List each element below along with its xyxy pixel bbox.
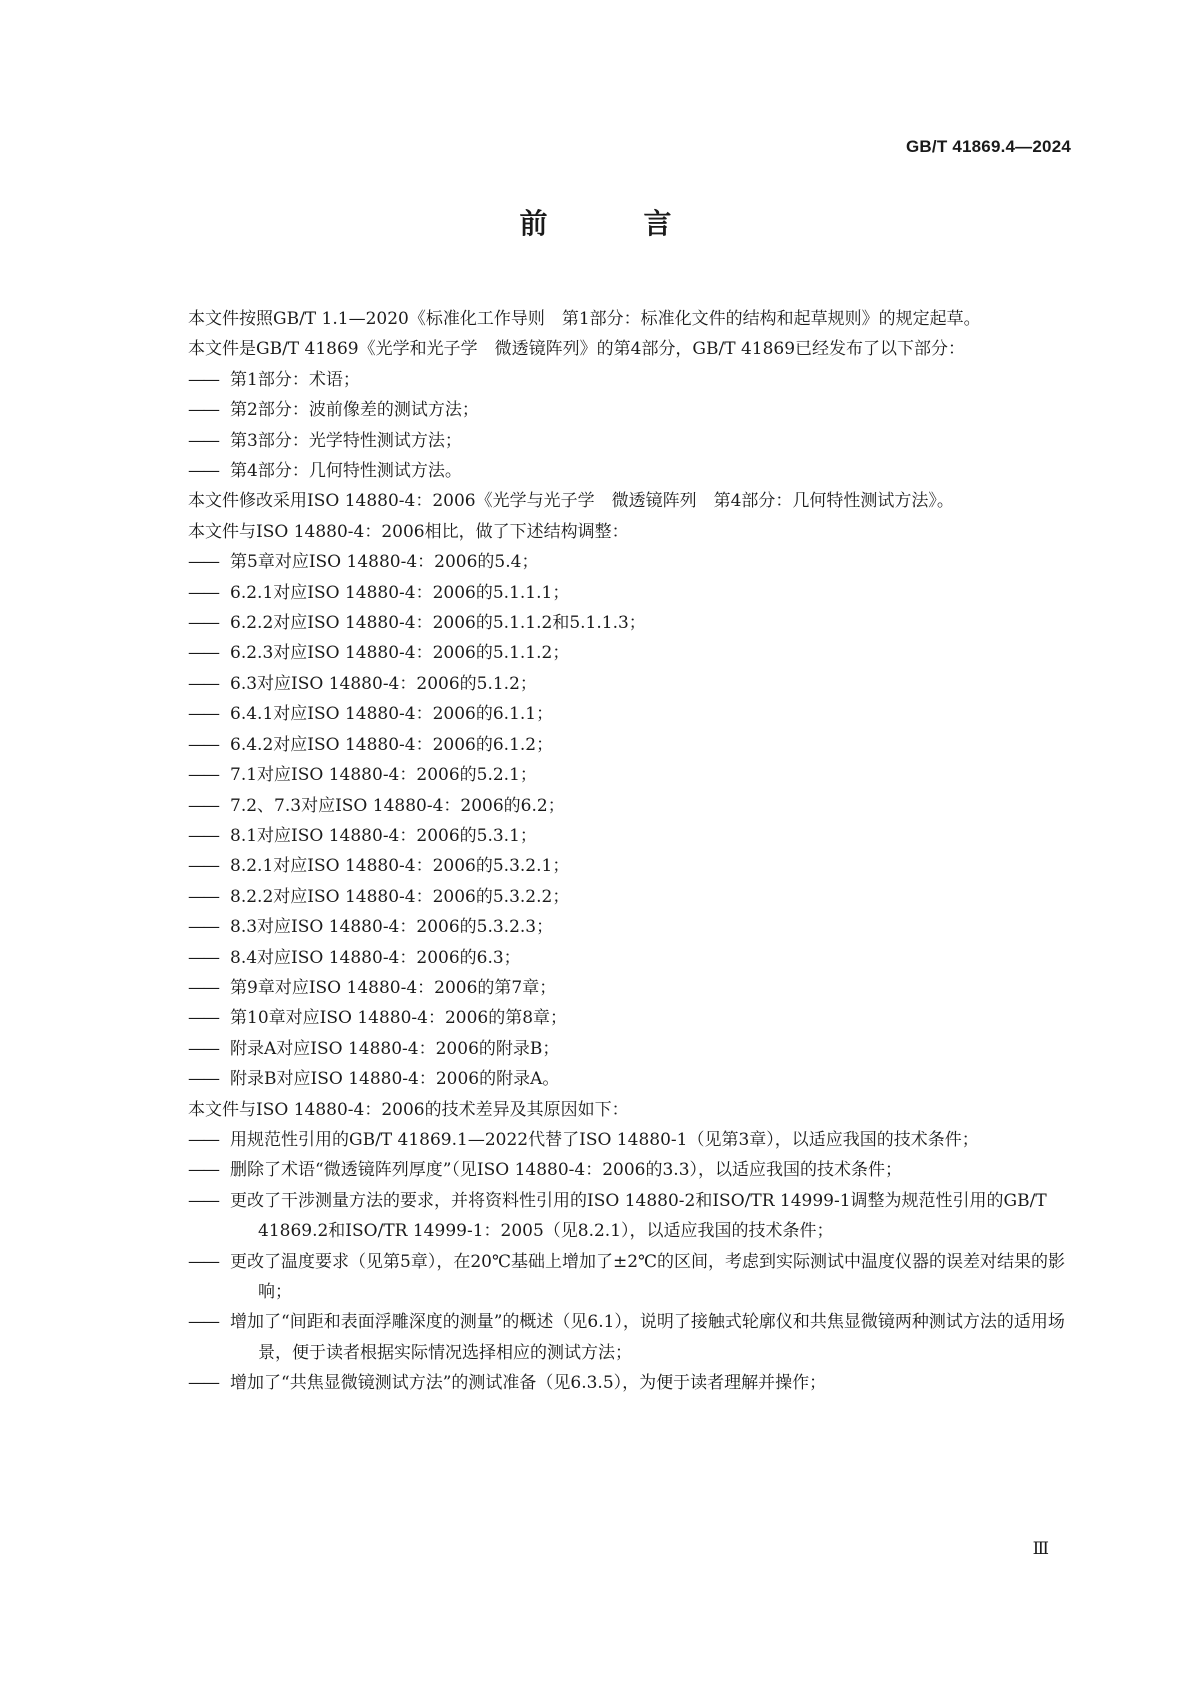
list-item-structure bbox=[188, 1034, 1070, 1064]
dash-marker: —— bbox=[188, 400, 218, 421]
list-item-structure bbox=[188, 1064, 1070, 1094]
list-item-text: 第5章对应ISO 14880-4：2006的5.4； bbox=[230, 552, 539, 573]
dash-marker: —— bbox=[188, 369, 218, 390]
dash-marker: —— bbox=[188, 1190, 218, 1211]
list-item-difference bbox=[188, 1368, 1070, 1398]
dash-marker: —— bbox=[188, 461, 218, 482]
list-item-part bbox=[188, 395, 1070, 425]
list-item-text: 7.1对应ISO 14880-4：2006的5.2.1； bbox=[230, 765, 537, 786]
dash-marker: —— bbox=[188, 825, 218, 846]
list-item-text: 7.2、7.3对应ISO 14880-4：2006的6.2； bbox=[230, 795, 565, 816]
dash-marker: —— bbox=[188, 765, 218, 786]
page-number: Ⅲ bbox=[1032, 1539, 1049, 1559]
dash-marker: —— bbox=[188, 886, 218, 907]
list-item-text: 8.2.2对应ISO 14880-4：2006的5.3.2.2； bbox=[230, 886, 570, 907]
dash-marker: —— bbox=[188, 1069, 218, 1090]
list-item-part bbox=[188, 456, 1070, 486]
list-item-text: 6.2.1对应ISO 14880-4：2006的5.1.1.1； bbox=[230, 582, 570, 603]
list-item-structure bbox=[188, 638, 1070, 668]
list-item-structure bbox=[188, 912, 1070, 942]
dash-marker: —— bbox=[188, 1373, 218, 1394]
list-item-text: 第2部分：波前像差的测试方法； bbox=[230, 400, 479, 421]
list-item-structure bbox=[188, 1003, 1070, 1033]
list-item-structure bbox=[188, 821, 1070, 851]
list-item-text: 6.4.1对应ISO 14880-4：2006的6.1.1； bbox=[230, 704, 554, 725]
structure-list bbox=[150, 547, 1070, 1094]
list-item-structure bbox=[188, 851, 1070, 881]
dash-marker: —— bbox=[188, 1251, 218, 1272]
list-item-text: 增加了“共焦显微镜测试方法”的测试准备（见6.3.5），为便于读者理解并操作； bbox=[230, 1373, 827, 1394]
paragraph-series-intro: 本文件是GB/T 41869《光学和光子学 微透镜阵列》的第4部分，GB/T 41869已经发布了以下部分： bbox=[188, 339, 966, 360]
dash-marker: —— bbox=[188, 673, 218, 694]
list-item-text: 更改了温度要求（见第5章），在20℃基础上增加了±2℃的区间，考虑到实际测试中温度仪器的误差对结果的影响； bbox=[230, 1251, 1066, 1302]
dash-marker: —— bbox=[188, 734, 218, 755]
list-item-text: 6.2.2对应ISO 14880-4：2006的5.1.1.2和5.1.1.3； bbox=[230, 613, 646, 634]
dash-marker: —— bbox=[188, 1008, 218, 1029]
dash-marker: —— bbox=[188, 977, 218, 998]
dash-marker: —— bbox=[188, 1312, 218, 1333]
paragraph-adoption: 本文件修改采用ISO 14880-4：2006《光学与光子学 微透镜阵列 第4部分：几何特性测试方法》。 bbox=[188, 491, 954, 512]
dash-marker: —— bbox=[188, 430, 218, 451]
list-item-structure bbox=[188, 669, 1070, 699]
list-item-difference bbox=[188, 1247, 1070, 1308]
list-item-text: 6.3对应ISO 14880-4：2006的5.1.2； bbox=[230, 673, 537, 694]
list-item-text: 用规范性引用的GB/T 41869.1—2022代替了ISO 14880-1（见第3章），以适应我国的技术条件； bbox=[230, 1129, 979, 1150]
list-item-text: 第1部分：术语； bbox=[230, 369, 360, 390]
dash-marker: —— bbox=[188, 582, 218, 603]
list-item-text: 6.2.3对应ISO 14880-4：2006的5.1.1.2； bbox=[230, 643, 570, 664]
list-item-structure bbox=[188, 973, 1070, 1003]
list-item-text: 更改了干涉测量方法的要求，并将资料性引用的ISO 14880-2和ISO/TR 14999-1调整为规范性引用的GB/T 41869.2和ISO/TR 14999-1：2005（见8.2.1），以适应我国的技术条件； bbox=[230, 1190, 1047, 1242]
list-item-structure bbox=[188, 699, 1070, 729]
paragraph-structure-intro: 本文件与ISO 14880-4：2006相比，做了下述结构调整： bbox=[188, 521, 629, 542]
list-item-text: 第9章对应ISO 14880-4：2006的第7章； bbox=[230, 977, 557, 998]
list-item-structure bbox=[188, 608, 1070, 638]
dash-marker: —— bbox=[188, 1038, 218, 1059]
list-item-text: 8.2.1对应ISO 14880-4：2006的5.3.2.1； bbox=[230, 856, 570, 877]
dash-marker: —— bbox=[188, 552, 218, 573]
list-item-structure bbox=[188, 730, 1070, 760]
differences-list bbox=[150, 1125, 1070, 1399]
list-item-text: 8.3对应ISO 14880-4：2006的5.3.2.3； bbox=[230, 917, 554, 938]
list-item-structure bbox=[188, 943, 1070, 973]
list-item-difference bbox=[188, 1307, 1070, 1368]
dash-marker: —— bbox=[188, 917, 218, 938]
paragraph-drafting-rules: 本文件按照GB/T 1.1—2020《标准化工作导则 第1部分：标准化文件的结构和起草规则》的规定起草。 bbox=[188, 309, 981, 329]
paragraph-differences-intro: 本文件与ISO 14880-4：2006的技术差异及其原因如下： bbox=[188, 1099, 629, 1120]
list-item-text: 增加了“间距和表面浮雕深度的测量”的概述（见6.1），说明了接触式轮廓仪和共焦显微镜两种测试方法的适用场景，便于读者根据实际情况选择相应的测试方法； bbox=[230, 1312, 1065, 1363]
list-item-text: 第10章对应ISO 14880-4：2006的第8章； bbox=[230, 1008, 568, 1029]
dash-marker: —— bbox=[188, 947, 218, 968]
list-item-text: 第3部分：光学特性测试方法； bbox=[230, 430, 462, 451]
document-code: GB/T 41869.4—2024 bbox=[906, 137, 1071, 156]
dash-marker: —— bbox=[188, 1129, 218, 1150]
list-item-text: 8.4对应ISO 14880-4：2006的6.3； bbox=[230, 947, 521, 968]
list-item-part bbox=[188, 365, 1070, 395]
list-item-difference bbox=[188, 1155, 1070, 1185]
list-item-text: 6.4.2对应ISO 14880-4：2006的6.1.2； bbox=[230, 734, 554, 755]
list-item-structure bbox=[188, 882, 1070, 912]
dash-marker: —— bbox=[188, 704, 218, 725]
list-item-structure bbox=[188, 578, 1070, 608]
dash-marker: —— bbox=[188, 795, 218, 816]
dash-marker: —— bbox=[188, 1160, 218, 1181]
list-item-difference bbox=[188, 1186, 1070, 1247]
list-item-text: 8.1对应ISO 14880-4：2006的5.3.1； bbox=[230, 825, 537, 846]
list-item-text: 删除了术语“微透镜阵列厚度”（见ISO 14880-4：2006的3.3），以适应我国的技术条件； bbox=[230, 1160, 903, 1181]
list-item-part bbox=[188, 426, 1070, 456]
list-item-structure bbox=[188, 547, 1070, 577]
list-item-text: 附录B对应ISO 14880-4：2006的附录A。 bbox=[230, 1069, 560, 1090]
dash-marker: —— bbox=[188, 613, 218, 634]
page-title: 前 言 bbox=[519, 207, 706, 240]
list-item-structure bbox=[188, 760, 1070, 790]
list-item-structure bbox=[188, 791, 1070, 821]
list-item-text: 附录A对应ISO 14880-4：2006的附录B； bbox=[230, 1038, 560, 1059]
foreword-body bbox=[150, 304, 1070, 1399]
dash-marker: —— bbox=[188, 643, 218, 664]
list-item-difference bbox=[188, 1125, 1070, 1155]
parts-list bbox=[150, 365, 1070, 487]
list-item-text: 第4部分：几何特性测试方法。 bbox=[230, 461, 462, 482]
dash-marker: —— bbox=[188, 856, 218, 877]
